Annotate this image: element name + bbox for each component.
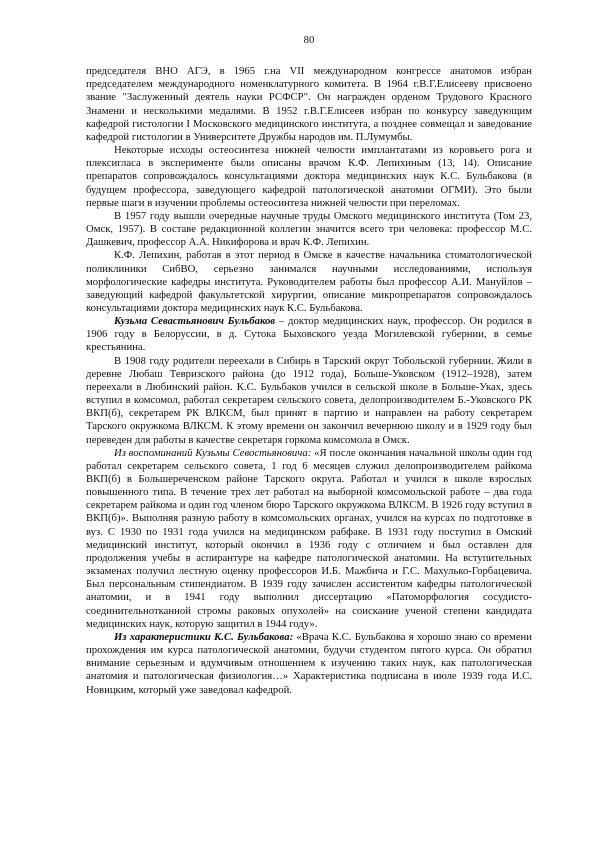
paragraph-7-text: «Я после окончания начальной школы один год работал секретарем сельского совета, 1 год 6 месяцев служил делопроизводителем райкома ВКП(б) в Большереченском районе Тарского округа. Работал и учился в школе взрослых повышенного типа. В течение трех лет работал на выборной комсомольской работе – два года секретарем райкома и один год членом бюро Тарского окружкома ВЛКСМ. В 1926 году вступил в ВКП(б)». Выполняя разную работу в комсомольских органах, учился на курсах по подготовке в вуз. С 1930 по 1931 года учился на медицинском рабфаке. В 1931 году поступил в Омский медицинский институт, который окончил в 1936 году с отличием и был оставлен для продолжения учебы в аспирантуре на кафедре патологической анатомии. На вступительных экзаменах получил лестную оценку профессоров И.Б. Мажбича и Г.С. Махулько-Горбацевича. Был персональным стипендиатом. В 1939 году зачислен ассистентом кафедры патологической анатомии, и в 1941 году выполнил диссертацию «Патоморфология сосудисто-соединительнотканной стромы раковых опухолей» на соискание ученой степени кандидата медицинских наук, которую защитил в 1944 году». [86, 446, 532, 630]
paragraph-6-text: В 1908 году родители переехали в Сибирь в Тарский округ Тобольской губернии. Жили в деревне Любаш Тевризского района (до 1912 года), Больше-Уковском (1912–1928), затем переехали в Любинский район. К.С. Бульбаков учился в сельской школе в Больше-Уках, здесь вступил в комсомол, работал секретарем сельского совета, делопроизводителем Б.-Уковского РК ВКП(б), секретарем РК ВЛКСМ, был принят в партию и направлен на работу секретарем Тарского окружкома ВЛКСМ. К этому времени он закончил вечернюю школу и в 1929 году был переведен для работы в качестве секретаря горкома комсомола в Омск. [86, 354, 532, 446]
paragraph-1 [86, 65, 532, 144]
page-number: 80 [303, 34, 315, 46]
person-name-bold-italic: Кузьма Севастьянович Бульбаков [114, 315, 276, 328]
paragraph-8-text: «Врача К.С. Бульбакова я хорошо знаю со времени прохождения им курса патологической анатомии, будучи студентом пятого курса. Он обратил внимание серьезным и вдумчивым отношением к изучению таких наук, как патологическая анатомия и патологическая физиология…» Характеристика подписана в июле 1939 года И.С. Новицким, который уже заведовал кафедрой. [86, 630, 533, 696]
paragraph-1-text: председателя ВНО АГЭ, в 1965 г.на VII международном конгрессе анатомов избран председателем международного номенклатурного комитета. В 1964 г.В.Г.Елисееву присвоено звание "Заслуженный деятель науки РСФСР". Он награжден орденом Трудового Красного Знамени и несколькими медалями. В 1952 г.В.Г.Елисеев избран по конкурсу заведующим кафедрой гистологии I Московского медицинского института, а позднее совмещал и заведование кафедрой гистологии в Университете Дружбы народов им. П.Лумумбы. [86, 65, 532, 143]
paragraph-5 [86, 315, 532, 354]
paragraph-7 [86, 447, 532, 631]
paragraph-6 [86, 355, 532, 447]
paragraph-2-text: Некоторые исходы остеосинтеза нижней челюсти имплантатами из коровьего рога и плексигласа в эксперименте были описаны врачом К.Ф. Лепихиным (13, 14). Описание препаратов сопровождалось консультациями доктора медицинских наук К.С. Бульбакова (в будущем профессора, заведующего кафедрой патологической анатомии ОГМИ). Это были первые шаги в изучении проблемы остеосинтеза нижней челюсти при переломах. [86, 144, 532, 209]
paragraph-8 [86, 631, 532, 697]
paragraph-5-text: – доктор медицинских наук, профессор. Он родился в 1906 году в Белоруссии, в д. Сутока Быховского уезда Могилевской губернии, в семье крестьянина. [86, 315, 532, 354]
paragraph-4 [86, 249, 532, 315]
paragraph-2 [86, 144, 532, 210]
paragraph-3-text: В 1957 году вышли очередные научные труды Омского медицинского института (Том 23, Омск, 1957). В составе редакционной коллегии значится всего три человека: профессор М.С. Дашкевич, профессор А.А. Никифорова и врач К.Ф. Лепихин. [86, 209, 532, 249]
reference-heading-bold-italic: Из характеристики К.С. Бульбакова: [114, 630, 294, 643]
paragraph-3 [86, 210, 532, 249]
memoir-heading-italic: Из воспоминаний Кузьмы Севостьяновича: [114, 446, 312, 459]
paragraph-4-text: К.Ф. Лепихин, работая в этот период в Омске в качестве начальника стоматологической поликлиники СибВО, серьезно занимался научными исследованиями, используя морфологические кафедры института. Руководителем работы был профессор А.И. Мануйлов – заведующий кафедрой факультетской хирургии, описание микропрепаратов сопровождалось консультациями доктора медицинских наук К.С. Бульбакова. [86, 249, 532, 314]
